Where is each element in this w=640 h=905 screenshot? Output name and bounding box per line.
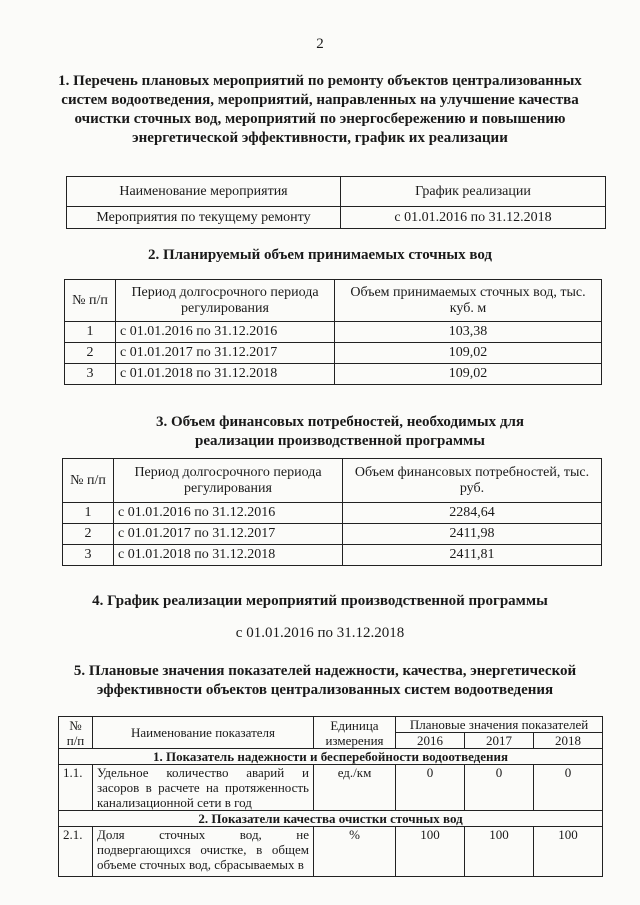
s5-cell-unit: ед./км bbox=[314, 765, 396, 811]
s5-header-num: № п/п bbox=[59, 717, 93, 749]
table-row bbox=[63, 524, 602, 545]
table-row bbox=[63, 545, 602, 566]
s5-header-year: 2017 bbox=[465, 733, 534, 749]
s2-cell: 109,02 bbox=[335, 364, 602, 385]
s5-cell-name: Доля сточных вод, не подвергающихся очистке, в общем объеме сточных вод, сбрасываемых в bbox=[93, 827, 314, 877]
s5-cell-name: Удельное количество аварий и засоров в расчете на протяженность канализационной сети в год bbox=[93, 765, 314, 811]
s5-header-year: 2018 bbox=[534, 733, 603, 749]
s5-cell-value: 100 bbox=[534, 827, 603, 877]
s5-header-planned: Плановые значения показателей bbox=[396, 717, 603, 733]
section2-table bbox=[64, 279, 602, 385]
s2-cell: с 01.01.2016 по 31.12.2016 bbox=[116, 322, 335, 343]
section3-title: 3. Объем финансовых потребностей, необходимых для реализации производственной программы bbox=[155, 414, 525, 449]
page-number: 2 bbox=[316, 36, 324, 52]
section3-table bbox=[62, 458, 602, 566]
section5-table bbox=[58, 716, 603, 877]
s3-header-period: Период долгосрочного периода регулирования bbox=[114, 459, 343, 503]
section4-title: 4. График реализации мероприятий производственной программы bbox=[92, 593, 548, 609]
s5-cell-value: 0 bbox=[396, 765, 465, 811]
s2-cell: с 01.01.2018 по 31.12.2018 bbox=[116, 364, 335, 385]
s2-cell: 103,38 bbox=[335, 322, 602, 343]
s2-cell: 109,02 bbox=[335, 343, 602, 364]
s5-group-title: 1. Показатель надежности и бесперебойности водоотведения bbox=[59, 749, 603, 765]
s3-header-finance: Объем финансовых потребностей, тыс. руб. bbox=[343, 459, 602, 503]
s3-cell: 3 bbox=[63, 545, 114, 566]
section1-title: 1. Перечень плановых мероприятий по ремонту объектов централизованных систем водоотведения, мероприятий, направленных на улучшение качества очистки сточных вод, мероприятий по энергосбережению и повышению энергетической эффективности, график их реализации bbox=[58, 73, 582, 146]
s1-header-name: Наименование мероприятия bbox=[67, 177, 341, 207]
section4-period: с 01.01.2016 по 31.12.2018 bbox=[235, 625, 405, 641]
s2-cell: с 01.01.2017 по 31.12.2017 bbox=[116, 343, 335, 364]
s5-group-title: 2. Показатели качества очистки сточных вод bbox=[59, 811, 603, 827]
section2-title: 2. Планируемый объем принимаемых сточных вод bbox=[147, 247, 493, 263]
s5-header-unit: Единица измерения bbox=[314, 717, 396, 749]
s5-cell-value: 100 bbox=[396, 827, 465, 877]
s5-header-year: 2016 bbox=[396, 733, 465, 749]
s3-cell: 2 bbox=[63, 524, 114, 545]
s3-cell: 2411,98 bbox=[343, 524, 602, 545]
table-row bbox=[65, 322, 602, 343]
s5-header-name: Наименование показателя bbox=[93, 717, 314, 749]
s2-header-volume: Объем принимаемых сточных вод, тыс. куб. м bbox=[335, 280, 602, 322]
table-row bbox=[67, 207, 606, 229]
table-row bbox=[59, 765, 603, 811]
table-row bbox=[63, 503, 602, 524]
s3-cell: 1 bbox=[63, 503, 114, 524]
table-row bbox=[65, 343, 602, 364]
s3-cell: с 01.01.2017 по 31.12.2017 bbox=[114, 524, 343, 545]
section1-table bbox=[66, 176, 606, 229]
s3-cell: с 01.01.2016 по 31.12.2016 bbox=[114, 503, 343, 524]
s2-header-num: № п/п bbox=[65, 280, 116, 322]
s5-cell-value: 100 bbox=[465, 827, 534, 877]
section5-title: 5. Плановые значения показателей надежности, качества, энергетической эффективности объектов централизованных систем водоотведения bbox=[73, 663, 577, 698]
s2-cell: 1 bbox=[65, 322, 116, 343]
s1-header-schedule: График реализации bbox=[341, 177, 606, 207]
s5-cell-unit: % bbox=[314, 827, 396, 877]
s1-cell: с 01.01.2016 по 31.12.2018 bbox=[341, 207, 606, 229]
s2-header-period: Период долгосрочного периода регулирования bbox=[116, 280, 335, 322]
s3-cell: 2411,81 bbox=[343, 545, 602, 566]
s3-cell: с 01.01.2018 по 31.12.2018 bbox=[114, 545, 343, 566]
s3-cell: 2284,64 bbox=[343, 503, 602, 524]
s1-cell: Мероприятия по текущему ремонту bbox=[67, 207, 341, 229]
table-row bbox=[59, 827, 603, 877]
table-row bbox=[65, 364, 602, 385]
s5-cell-value: 0 bbox=[534, 765, 603, 811]
s5-cell-value: 0 bbox=[465, 765, 534, 811]
s5-cell-num: 1.1. bbox=[59, 765, 93, 811]
s5-cell-num: 2.1. bbox=[59, 827, 93, 877]
s2-cell: 3 bbox=[65, 364, 116, 385]
s2-cell: 2 bbox=[65, 343, 116, 364]
s3-header-num: № п/п bbox=[63, 459, 114, 503]
